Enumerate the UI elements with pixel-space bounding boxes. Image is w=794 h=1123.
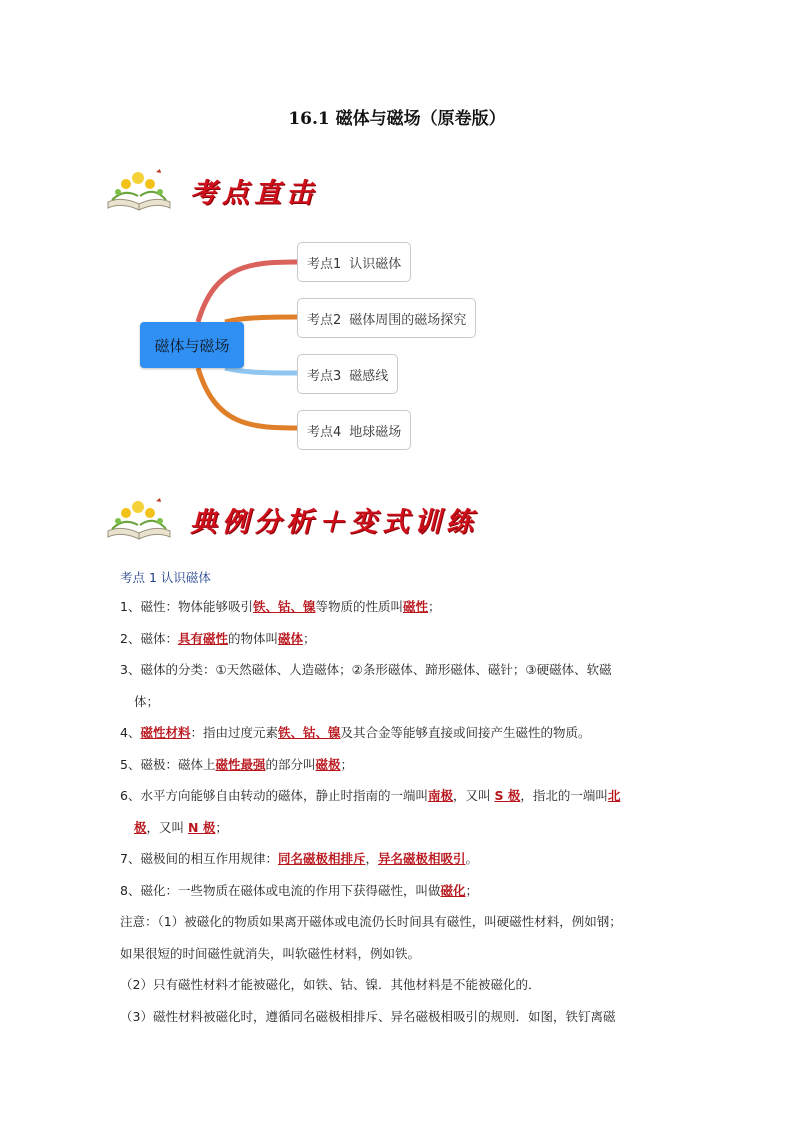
node-label: 考点2 [307, 312, 342, 328]
highlighted-term: 具有磁性 [177, 630, 228, 646]
content-line [120, 945, 680, 963]
text-segment: 7、磁极间的相互作用规律： [120, 851, 278, 866]
content-line [120, 693, 680, 711]
content-line [120, 787, 680, 805]
content-line [120, 1008, 680, 1026]
section-heading: 考点 1 认识磁体 [120, 570, 211, 585]
highlighted-term: 铁、钴、镍 [277, 725, 341, 740]
highlighted-term: 异名磁极相吸引 [378, 851, 466, 866]
highlighted-term: 北 [607, 788, 621, 803]
node-label: 考点1 [307, 256, 342, 272]
text-segment: ； [340, 756, 354, 772]
text-segment: ，又叫 [452, 788, 495, 803]
node-text: 地球磁场 [349, 424, 402, 440]
content-line [120, 913, 680, 931]
text-segment: 2、磁体： [120, 630, 178, 646]
highlighted-term: 磁极 [315, 756, 341, 772]
text-segment: 注意：（1）被磁化的物质如果离开磁体或电流仍长时间具有磁性，叫硬磁性材料，例如钢； [120, 914, 622, 929]
text-segment: ，指北的一端叫 [520, 788, 608, 803]
node-text: 磁体周围的磁场探究 [349, 312, 467, 328]
content-lines [120, 598, 680, 1026]
text-segment: 5、磁极：磁体上 [120, 756, 216, 772]
highlighted-term: 磁体 [277, 630, 303, 646]
text-segment: ； [303, 630, 316, 646]
highlighted-term: 同名磁极相排斥 [277, 851, 366, 866]
text-segment: 及其合金等能够直接或间接产生磁性的物质。 [340, 725, 591, 740]
highlighted-term: 磁性 [403, 599, 429, 614]
highlighted-term: 极 [134, 819, 147, 835]
text-segment: 3、磁体的分类：①天然磁体、人造磁体；②条形磁体、蹄形磁体、磁针；③硬磁体、软磁 [120, 662, 612, 677]
highlighted-term: 磁性材料 [140, 725, 191, 740]
text-segment: 1、磁性：物体能够吸引 [120, 599, 253, 614]
connector-1 [198, 262, 297, 322]
content-line [120, 976, 680, 994]
open-book-flowers-icon [104, 495, 174, 543]
text-segment: ，又叫 [146, 819, 188, 835]
text-segment: 8、磁化：一些物质在磁体或电流的作用下获得磁性，叫做 [120, 882, 441, 898]
text-segment: 4、 [120, 725, 141, 740]
page-title: 16.1 磁体与磁场（原卷版） [288, 109, 506, 129]
node-text: 磁感线 [349, 368, 389, 384]
highlighted-term: 磁化 [440, 882, 466, 898]
open-book-flowers-icon [104, 166, 174, 214]
mindmap-node-1 [297, 242, 411, 282]
content-line [120, 598, 680, 616]
text-segment: 体； [134, 693, 160, 709]
text-segment: 等物质的性质叫 [315, 599, 403, 614]
text-segment: 如果很短的时间磁性就消失，叫软磁性材料，例如铁。 [120, 945, 421, 961]
content-line [120, 882, 680, 900]
node-text: 认识磁体 [349, 256, 402, 272]
content-line [120, 630, 680, 648]
connector-3 [225, 368, 297, 373]
content-line [120, 724, 680, 742]
mindmap-node-2 [297, 298, 476, 338]
text-segment: 。 [465, 851, 479, 866]
content-line [120, 661, 680, 679]
highlighted-term: 南极 [427, 788, 453, 803]
text-segment: ， [365, 851, 378, 866]
text-segment: 6、水平方向能够自由转动的磁体，静止时指南的一端叫 [120, 788, 428, 803]
content-line [120, 756, 680, 774]
section-banner-examples [104, 495, 478, 543]
highlighted-term: S 极 [494, 788, 521, 803]
text-segment: 的物体叫 [227, 630, 278, 646]
highlighted-term: 磁性最强 [215, 756, 266, 772]
mindmap-node-4 [297, 410, 411, 450]
text-segment: （3）磁性材料被磁化时，遵循同名磁极相排斥、异名磁极相吸引的规则．如图，铁钉离磁 [120, 1008, 616, 1024]
banner-heading: 考点直击 [190, 177, 318, 209]
content-body [120, 568, 680, 1039]
highlighted-term: N 极 [188, 819, 216, 835]
text-segment: ； [215, 819, 228, 835]
mindmap-node-3 [297, 354, 398, 394]
text-segment: （2）只有磁性材料才能被磁化，如铁、钴、镍．其他材料是不能被磁化的． [120, 977, 541, 992]
connector-4 [198, 368, 297, 428]
text-segment: 的部分叫 [265, 756, 316, 772]
text-segment: ； [465, 882, 478, 898]
node-label: 考点3 [307, 368, 342, 384]
content-line [120, 819, 680, 837]
content-line [120, 850, 680, 868]
mindmap-center-node: 磁体与磁场 [140, 322, 244, 368]
text-segment: ：指由过度元素 [190, 725, 278, 740]
banner-heading: 典例分析＋变式训练 [190, 506, 478, 538]
mindmap-connectors [0, 0, 794, 480]
text-segment: ； [428, 599, 441, 614]
highlighted-term: 铁、钴、镍 [252, 599, 316, 614]
node-label: 考点4 [307, 424, 342, 440]
section-banner-key-points [104, 166, 318, 214]
